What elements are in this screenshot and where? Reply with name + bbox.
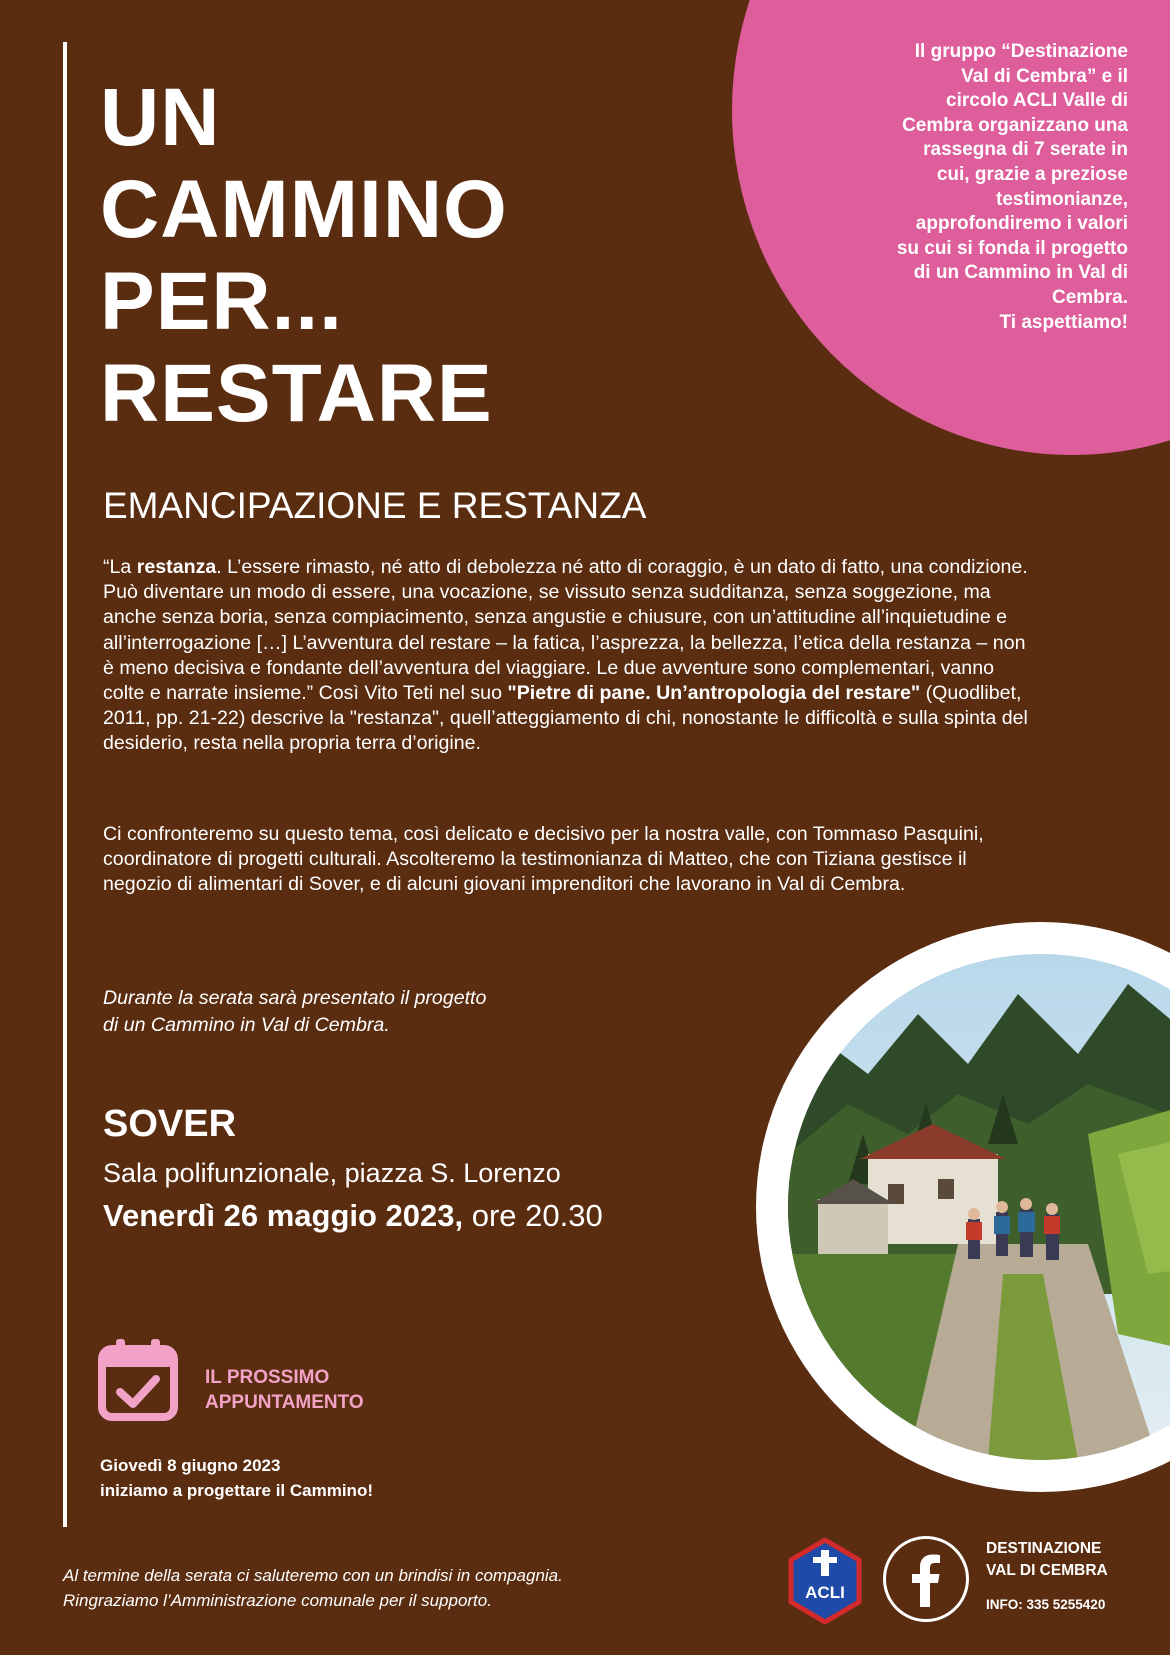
quote-paragraph: “La restanza. L’essere rimasto, né atto di debolezza né atto di coraggio, è un dato di fatto, una condizione. Può diventare un modo di essere, una vocazione, se vissuto senza sudditanza, senza soggezione, ma anche senza boria, senza compiacimento, senza angustie e chiusure, con un’attitudine all’inquietudine e all’interrogazione […] L’avventura del restare – la fatica, l’asprezza, la bellezza, l’etica della restanza – non è meno decisiva e fondante dell’avventura del viaggiare. Le due avventure sono complementari, vanno colte e narrate insieme.” Così Vito Teti nel suo "Pietre di pane. Un’antropologia del restare" (Quodlibet, 2011, pp. 21-22) descrive la "restanza", quell’atteggiamento di chi, nonostante le difficoltà e sulla spinta del desiderio, resta nella propria terra d’origine. xyxy=(103,556,1028,755)
event-date: Venerdì 26 maggio 2023, ore 20.30 xyxy=(103,1198,603,1233)
event-place: SOVER xyxy=(103,1103,237,1145)
page-title xyxy=(100,72,508,440)
event-venue: Sala polifunzionale, piazza S. Lorenzo xyxy=(103,1158,561,1188)
title-line-1: UN xyxy=(100,72,221,163)
restanza-term: restanza xyxy=(136,556,217,578)
next-date: Giovedì 8 giugno 2023 xyxy=(100,1456,281,1475)
contact-info: INFO: 335 5255420 xyxy=(986,1597,1106,1612)
intro-text: Il gruppo “Destinazione Val di Cembra” e il circolo ACLI Valle di Cembra organizzano una rassegna di 7 serate in cui, grazie a preziose testimonianze, approfondiremo i valori su cui si fonda il progetto di un Cammino in Val di Cembra. Ti aspettiamo! xyxy=(896,41,1128,333)
next-appointment-details xyxy=(100,1453,373,1503)
facebook-icon[interactable] xyxy=(883,1536,969,1622)
acli-logo xyxy=(787,1538,863,1624)
next-appointment-label: IL PROSSIMO APPUNTAMENTO xyxy=(205,1367,364,1413)
next-desc: iniziamo a progettare il Cammino! xyxy=(100,1481,373,1500)
calendar-check-icon xyxy=(98,1337,178,1421)
project-note: Durante la serata sarà presentato il progetto di un Cammino in Val di Cembra. xyxy=(103,987,487,1036)
title-line-2: CAMMINO xyxy=(100,164,508,255)
book-title: "Pietre di pane. Un’antropologia del restare" xyxy=(507,682,921,705)
footer-text: Al termine della serata ci saluteremo con un brindisi in compagnia. Ringraziamo l’Amministrazione comunale per il supporto. xyxy=(63,1566,563,1610)
decorative-vertical-line xyxy=(63,42,67,1527)
svg-text:ACLI: ACLI xyxy=(805,1583,845,1602)
title-line-4: RESTARE xyxy=(100,348,493,439)
description-paragraph: Ci confronteremo su questo tema, così delicato e decisivo per la nostra valle, con Tommaso Pasquini, coordinatore di progetti culturali. Ascolteremo la testimonianza di Matteo, che con Tiziana gestisce il negozio di alimentari di Sover, e di alcuni giovani imprenditori che lavorano in Val di Cembra. xyxy=(103,823,984,896)
organization-name: DESTINAZIONE VAL DI CEMBRA xyxy=(986,1540,1108,1579)
subtitle: EMANCIPAZIONE E RESTANZA xyxy=(103,485,647,526)
title-line-3: PER... xyxy=(100,256,343,347)
